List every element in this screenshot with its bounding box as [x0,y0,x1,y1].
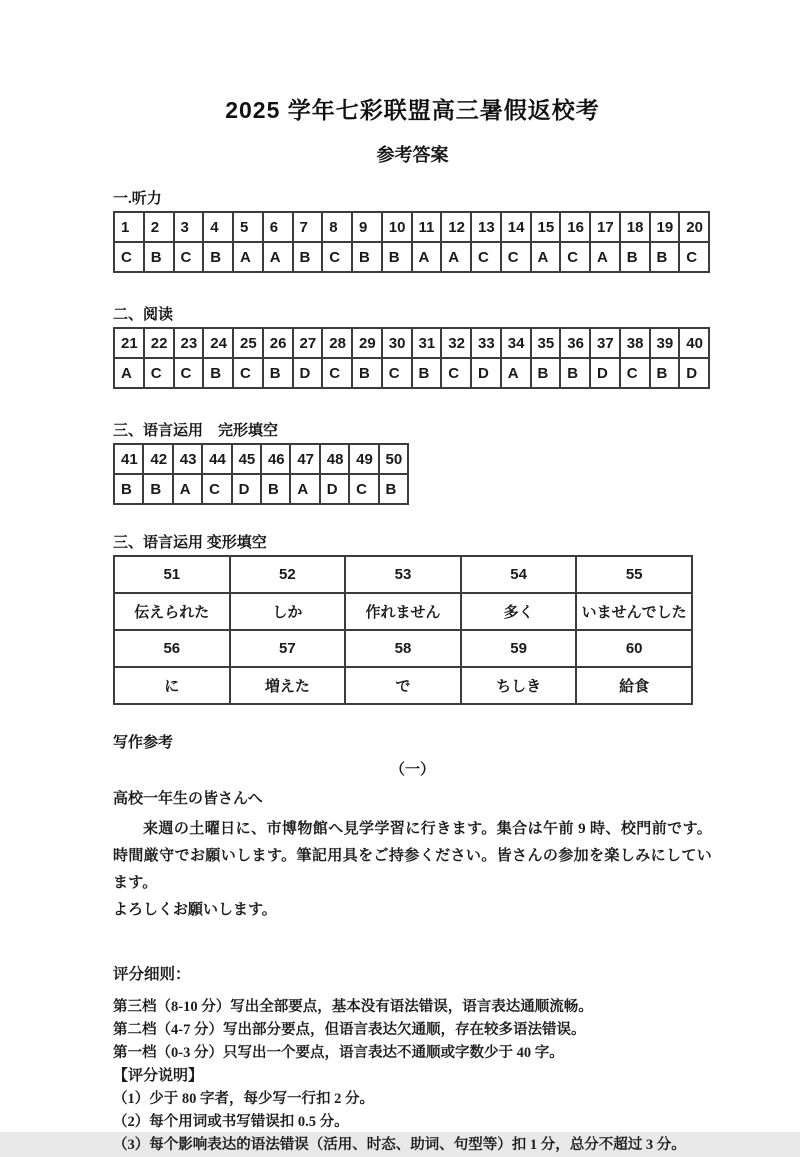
table-cell: B [531,358,561,388]
table-cell: 18 [620,212,650,242]
table-cell: C [471,242,501,272]
table-row [114,358,709,388]
table-cell: B [379,474,408,504]
rubric-notes-heading: 【评分说明】 [113,1068,204,1084]
table-cell: C [144,358,174,388]
table-cell: 2 [144,212,174,242]
table-cell: 5 [233,212,263,242]
table-cell: A [441,242,471,272]
table-cell: 47 [290,444,319,474]
table-cell: 7 [293,212,323,242]
table-cell: 作れません [345,593,461,630]
table-cell: C [620,358,650,388]
table-cell: A [114,358,144,388]
writing-part-label: （一） [389,762,435,778]
table-cell: に [114,667,230,704]
table-cell: 44 [202,444,231,474]
table-cell: 59 [461,630,577,667]
table-cell: B [144,242,174,272]
table-cell: D [679,358,709,388]
table-cell: C [174,358,204,388]
table-cell: 55 [576,556,692,593]
table-cell: D [320,474,349,504]
table-cell: 22 [144,328,174,358]
cloze-heading: 三、语言运用 完形填空 [113,423,279,439]
table-cell: 43 [173,444,202,474]
table-cell: 56 [114,630,230,667]
table-cell: 15 [531,212,561,242]
rubric-heading: 评分细则： [113,966,191,983]
table-cell: 30 [382,328,412,358]
table-cell: 19 [650,212,680,242]
table-cell: 10 [382,212,412,242]
table-cell: B [261,474,290,504]
table-cell: B [203,242,233,272]
section-cloze [113,419,712,505]
table-cell: 25 [233,328,263,358]
table-cell: 60 [576,630,692,667]
table-cell: 1 [114,212,144,242]
table-row [114,556,692,593]
table-cell: 増えた [230,667,346,704]
table-cell: B [203,358,233,388]
table-cell: 給食 [576,667,692,704]
table-cell: C [349,474,378,504]
cloze-answer-table [113,443,409,505]
table-cell: 24 [203,328,233,358]
table-cell: D [232,474,261,504]
table-cell: 38 [620,328,650,358]
table-cell: 多く [461,593,577,630]
table-cell: で [345,667,461,704]
table-row [114,444,408,474]
table-row [114,474,408,504]
table-cell: 53 [345,556,461,593]
listening-heading: 一.听力 [113,191,162,207]
table-cell: C [114,242,144,272]
table-cell: B [412,358,442,388]
table-cell: いませんでした [576,593,692,630]
table-cell: 3 [174,212,204,242]
table-cell: 23 [174,328,204,358]
table-cell: 36 [560,328,590,358]
table-cell: A [290,474,319,504]
table-cell: 20 [679,212,709,242]
table-cell: C [382,358,412,388]
table-cell: C [322,242,352,272]
table-cell: 39 [650,328,680,358]
table-cell: B [560,358,590,388]
rubric-note-1: （1）少于 80 字者，每少写一行扣 2 分。 [113,1091,374,1107]
table-cell: D [471,358,501,388]
rubric-note-2: （2）每个用词或书写错误扣 0.5 分。 [113,1114,349,1130]
table-cell: 27 [293,328,323,358]
transformation-heading: 三、语言运用 变形填空 [113,535,267,551]
table-cell: D [293,358,323,388]
table-cell: 54 [461,556,577,593]
table-row [114,593,692,630]
table-cell: C [202,474,231,504]
table-cell: A [590,242,620,272]
listening-answer-table [113,211,710,273]
table-cell: C [174,242,204,272]
table-cell: 21 [114,328,144,358]
table-cell: 29 [352,328,382,358]
table-cell: 45 [232,444,261,474]
table-cell: 34 [501,328,531,358]
rubric-tier-3: 第三档（8-10 分）写出全部要点，基本没有语法错误，语言表达通顺流畅。 [113,999,593,1015]
table-cell: B [382,242,412,272]
table-cell: B [650,242,680,272]
table-cell: 52 [230,556,346,593]
table-cell: 31 [412,328,442,358]
rubric-tier-1: 第一档（0-3 分）只写出一个要点，语言表达不通顺或字数少于 40 字。 [113,1045,564,1061]
page-subtitle: 参考答案 [376,145,449,165]
table-cell: 8 [322,212,352,242]
table-cell: 26 [263,328,293,358]
table-cell: B [352,242,382,272]
table-row [114,630,692,667]
table-cell: 57 [230,630,346,667]
rubric-note-3: （3）每个影响表达的语法错误（活用、时态、助词、句型等）扣 1 分，总分不超过 3 分。 [113,1137,686,1153]
table-cell: 28 [322,328,352,358]
table-cell: A [263,242,293,272]
reading-heading: 二、阅读 [113,307,174,323]
table-cell: 49 [349,444,378,474]
section-rubric [113,962,712,1157]
rubric-tier-2: 第二档（4-7 分）写出部分要点，但语言表达欠通顺，存在较多语法错误。 [113,1022,586,1038]
table-cell: A [531,242,561,272]
table-cell: 41 [114,444,143,474]
table-cell: 40 [679,328,709,358]
table-cell: B [143,474,172,504]
table-cell: 32 [441,328,471,358]
table-cell: C [441,358,471,388]
table-cell: 6 [263,212,293,242]
table-cell: A [233,242,263,272]
table-cell: A [173,474,202,504]
table-cell: 16 [560,212,590,242]
table-cell: B [620,242,650,272]
table-cell: しか [230,593,346,630]
table-cell: 11 [412,212,442,242]
writing-paragraph: 来週の土曜日に、市博物館へ見学学習に行きます。集合は午前 9 時、校門前です。時間厳守でお願いします。筆記用具をご持参ください。皆さんの参加を楽しみにしています。 [113,821,712,891]
table-cell: A [501,358,531,388]
table-cell: 伝えられた [114,593,230,630]
table-cell: 13 [471,212,501,242]
section-listening [113,187,712,273]
table-cell: C [322,358,352,388]
table-cell: ちしき [461,667,577,704]
table-cell: C [501,242,531,272]
table-cell: D [590,358,620,388]
reading-answer-table [113,327,710,389]
table-cell: B [263,358,293,388]
table-row [114,242,709,272]
table-row [114,328,709,358]
table-cell: 14 [501,212,531,242]
table-cell: A [412,242,442,272]
writing-salutation: 高校一年生の皆さんへ [113,791,263,807]
table-cell: 35 [531,328,561,358]
writing-heading: 写作参考 [113,735,174,751]
table-cell: B [352,358,382,388]
table-cell: 58 [345,630,461,667]
section-reading [113,303,712,389]
table-row [114,667,692,704]
table-cell: B [293,242,323,272]
table-cell: 42 [143,444,172,474]
table-cell: B [114,474,143,504]
table-cell: 33 [471,328,501,358]
table-cell: 12 [441,212,471,242]
table-cell: B [650,358,680,388]
table-cell: C [233,358,263,388]
table-cell: 17 [590,212,620,242]
table-cell: 51 [114,556,230,593]
table-cell: 46 [261,444,290,474]
table-cell: C [560,242,590,272]
table-cell: 4 [203,212,233,242]
table-row [114,212,709,242]
writing-closing: よろしくお願いします。 [113,902,277,918]
transformation-answer-table [113,555,693,705]
section-writing [113,731,712,924]
table-cell: 37 [590,328,620,358]
section-transformation [113,531,712,705]
table-cell: 50 [379,444,408,474]
page-title: 2025 学年七彩联盟高三暑假返校考 [225,97,600,123]
table-cell: C [679,242,709,272]
table-cell: 48 [320,444,349,474]
table-cell: 9 [352,212,382,242]
